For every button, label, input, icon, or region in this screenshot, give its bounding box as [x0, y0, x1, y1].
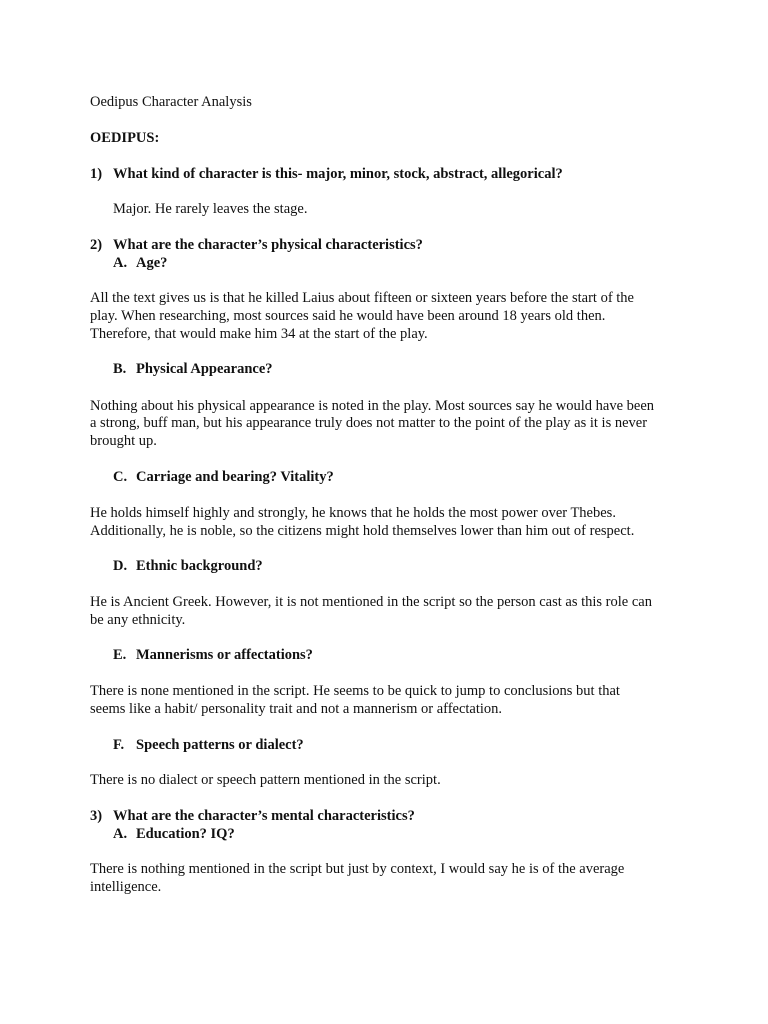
- subquestion-letter: F.: [113, 737, 125, 753]
- subquestion-label: Ethnic background?: [136, 558, 263, 574]
- answer-line: a strong, buff man, but his appearance truly does not matter to the point of the play as it is never: [90, 415, 648, 431]
- answer-line: There is no dialect or speech pattern mentioned in the script.: [90, 772, 441, 788]
- answer-line: All the text gives us is that he killed Laius about fifteen or sixteen years before the start of the: [90, 290, 634, 306]
- question-text: What kind of character is this- major, minor, stock, abstract, allegorical?: [113, 166, 563, 182]
- answer-line: seems like a habit/ personality trait and not a mannerism or affectation.: [90, 701, 503, 717]
- subquestion-letter: A.: [113, 255, 128, 271]
- subquestion-label: Education? IQ?: [136, 826, 235, 842]
- subquestion-letter: B.: [113, 361, 127, 377]
- subquestion-label: Physical Appearance?: [136, 361, 273, 377]
- subquestion-label: Age?: [136, 255, 168, 271]
- subquestion-label: Mannerisms or affectations?: [136, 647, 313, 663]
- question-number: 1): [90, 166, 103, 182]
- answer-line: There is nothing mentioned in the script but just by context, I would say he is of the average: [90, 861, 625, 877]
- answer-line: He is Ancient Greek. However, it is not mentioned in the script so the person cast as this role can: [90, 594, 652, 610]
- subquestion-letter: D.: [113, 558, 128, 574]
- answer-line: play. When researching, most sources said he would have been around 18 years old then.: [90, 308, 606, 324]
- question-text: What are the character’s physical characteristics?: [113, 237, 423, 253]
- answer-line: be any ethnicity.: [90, 612, 186, 628]
- document-title: Oedipus Character Analysis: [90, 94, 252, 110]
- subquestion-label: Speech patterns or dialect?: [136, 737, 304, 753]
- question-number: 3): [90, 808, 103, 824]
- answer-line: Nothing about his physical appearance is noted in the play. Most sources say he would have been: [90, 398, 655, 414]
- subquestion-letter: C.: [113, 469, 128, 485]
- answer-line: brought up.: [90, 433, 157, 449]
- answer-line: There is none mentioned in the script. He seems to be quick to jump to conclusions but that: [90, 683, 620, 699]
- answer-line: Therefore, that would make him 34 at the start of the play.: [90, 326, 428, 342]
- subquestion-label: Carriage and bearing? Vitality?: [136, 469, 334, 485]
- subquestion-letter: E.: [113, 647, 127, 663]
- answer-line: Additionally, he is noble, so the citizens might hold themselves lower than him out of respect.: [90, 523, 635, 539]
- question-number: 2): [90, 237, 103, 253]
- answer-line: He holds himself highly and strongly, he knows that he holds the most power over Thebes.: [90, 505, 616, 521]
- character-heading: OEDIPUS:: [90, 130, 160, 146]
- question-text: What are the character’s mental characteristics?: [113, 808, 415, 824]
- answer-text: Major. He rarely leaves the stage.: [113, 201, 308, 217]
- subquestion-letter: A.: [113, 826, 128, 842]
- answer-line: intelligence.: [90, 879, 162, 895]
